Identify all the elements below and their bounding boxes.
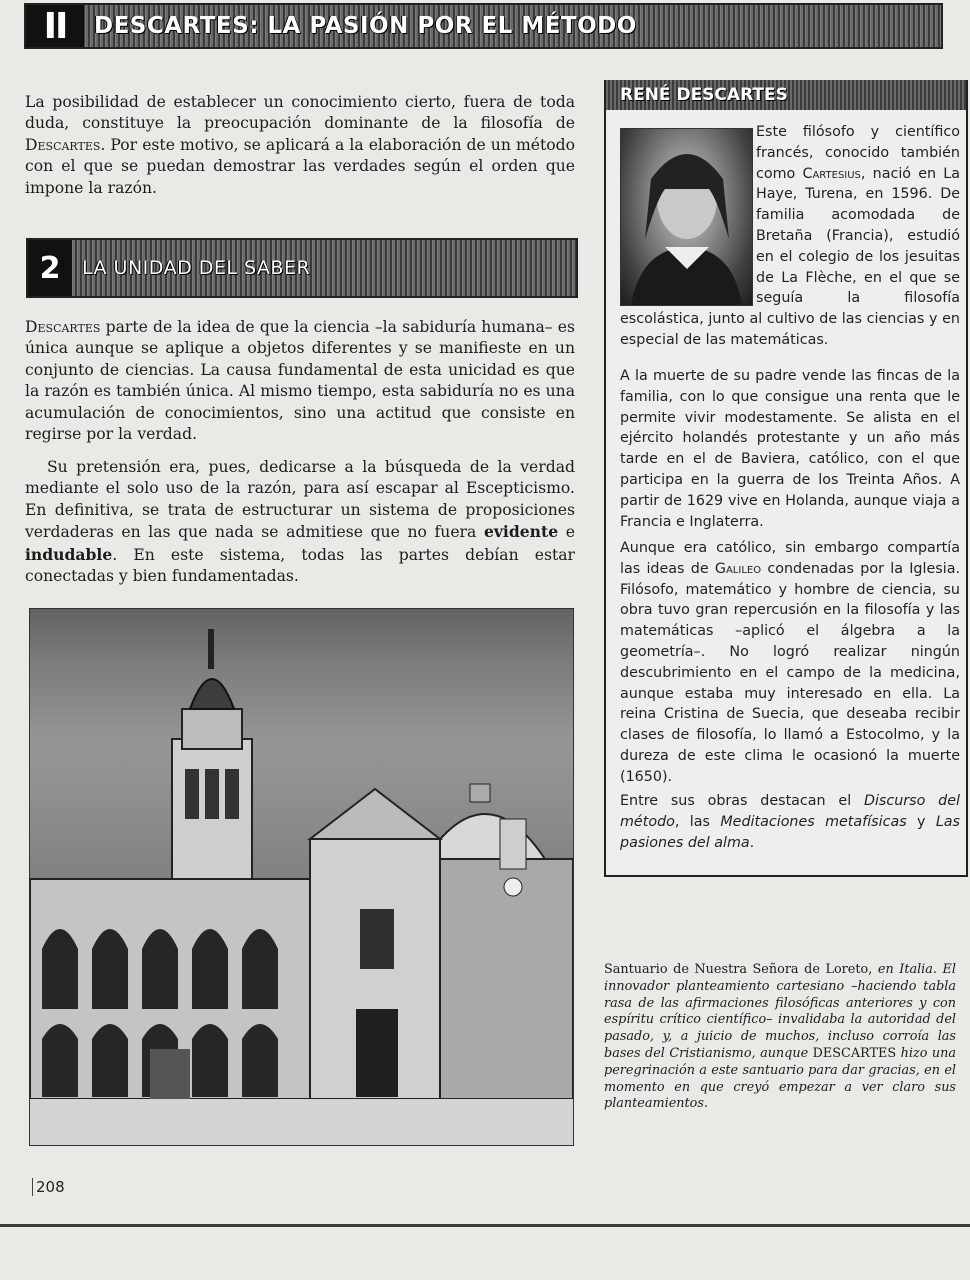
subsection-number: 2 [28,240,72,296]
bio-paragraph-3: Aunque era católico, sin embargo compartía las ideas de Galileo condenadas por la Iglesia. Filósofo, matemático y hombre de ciencia, su obra tuvo gran repercusión en la filosofía y las matemáticas –aplicó el álgebra a la geometría–. No logró realizar ningún descubrimiento en el campo de la medicina, aunque estaba muy interesado en ella. La reina Cristina de Suecia, que deseaba recibir clases de filosofía, lo llamó a Estocolmo, y la dureza de este clima le ocasionó la muerte (1650). [620,540,960,785]
subsection-title: LA UNIDAD DEL SABER [82,257,311,279]
bottom-rule [0,1224,970,1227]
section-header-descartes [24,3,943,49]
loreto-sanctuary-photo [29,608,574,1146]
bold-evidente: evidente [483,522,559,542]
section-number: II [26,5,84,47]
unidad-paragraph-2: Su pretensión era, pues, dedicarse a la búsqueda de la verdad mediante el solo uso de la razón, para así escapar al Escepticismo. En definitiva, se trata de estructurar un sistema de proposiciones verdaderas en las que nada se admitiese que no fuera evidente e indudable. En este sistema, todas las partes debían estar conectadas y bien fundamentadas. [25,458,575,586]
page-number: 208 [32,1178,65,1196]
cartesius-name: Cartesius [802,165,861,182]
section-title: DESCARTES: LA PASIÓN POR EL MÉTODO [94,13,637,39]
unidad-paragraph-1: Descartes parte de la idea de que la ciencia –la sabiduría humana– es única aunque se aplique a objetos diferentes y se manifieste en un conjunto de ciencias. La causa fundamental de esta unicidad es que la razón es también única. Al mismo tiempo, esta sabiduría no es una acumulación de conocimientos, sino una actitud que consiste en regirse por la verdad. [25,318,575,444]
descartes-name: Descartes [25,135,101,154]
work-meditaciones: Meditaciones metafísicas [720,813,907,830]
galileo-name: Galileo [714,560,762,577]
photo-caption: Santuario de Nuestra Señora de Loreto, en Italia. El innovador planteamiento cartesiano –haciendo tabla rasa de las afirmaciones filosóficas anteriores y con espíritu crítico científico– invalidaba la autoridad del pasado, y, a juicio de muchos, incluso corroía las bases del Cristianismo, aunque DESCARTES hizo una peregrinación a este santuario para dar gracias, en el momento en que creyó empezar a ver claro sus planteamientos. [604,962,956,1112]
work-discurso: Discurso del método [620,793,960,830]
bio-paragraph-2: A la muerte de su padre vende las fincas de la familia, con lo que consigue una renta que le permite vivir modestamente. Se alista en el ejército holandés protestante y un año más tarde en el de Baviera, católico, con el que participa en la guerra de los Treinta Años. A partir de 1629 vive en Holanda, aunque viaja a Francia e Inglaterra. [620,368,960,530]
bio-paragraph-4: Entre sus obras destacan el Discurso del método, las Meditaciones metafísicas y Las pasiones del alma. [620,793,960,851]
intro-paragraph: La posibilidad de establecer un conocimiento cierto, fuera de toda duda, constituye la preocupación dominante de la filosofía de Descartes. Por este motivo, se aplicará a la elaboración de un método con el que se puedan demostrar las verdades según el orden que impone la razón. [25,93,575,197]
work-pasiones: Las pasiones del alma [620,813,960,851]
sanctuary-illustration [30,609,573,1145]
biography-header [606,80,966,110]
bio-paragraph-1: Este filósofo y científico francés, conocido también como Cartesius, nació en La Haye, Turena, en 1596. De familia acomodada de Bretaña (Francia), estudió en el colegio de los jesuitas de La Flèche, en el que se seguía la filosofía escolástica, junto al cultivo de las ciencias y en especial de las matemáticas. [620,124,960,348]
descartes-name: Descartes [25,318,101,336]
biography-title: RENÉ DESCARTES [620,85,788,105]
subsection-header-unidad [26,238,578,298]
descartes-name: DESCARTES [812,1045,897,1061]
biography-box [604,80,968,877]
bold-indudable: indudable [25,544,113,564]
